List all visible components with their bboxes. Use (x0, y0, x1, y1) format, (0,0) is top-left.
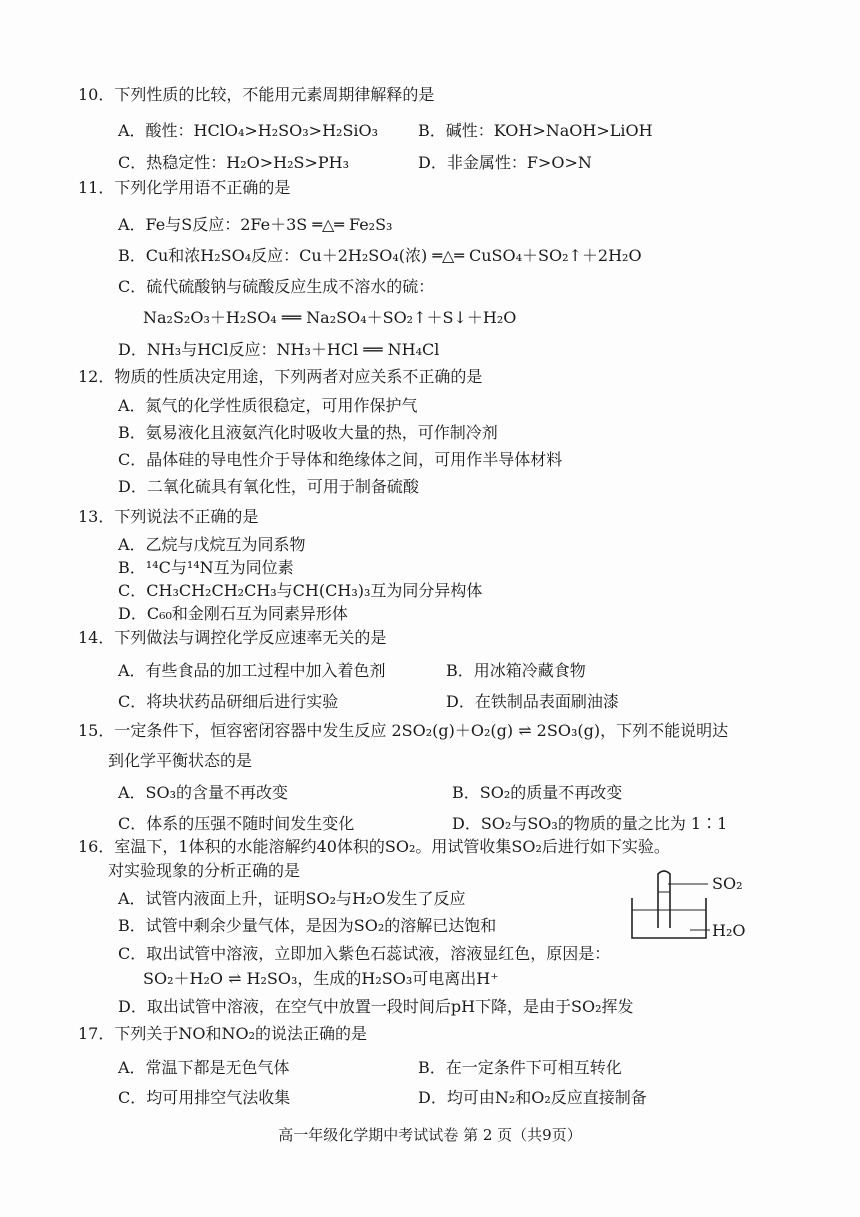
q15-option-c: C．体系的压强不随时间发生变化 (118, 814, 355, 833)
q14-option-d: D．在铁制品表面刷油漆 (446, 692, 619, 711)
q14-option-a: A．有些食品的加工过程中加入着色剂 (118, 661, 386, 680)
q11-option-b: B．Cu和浓H₂SO₄反应：Cu＋2H₂SO₄(浓) ═△═ CuSO₄＋SO₂↑＋2H₂O (118, 246, 642, 265)
q12-option-b: B．氨易液化且液氨汽化时吸收大量的热，可作制冷剂 (118, 423, 498, 442)
q13-option-b: B．¹⁴C与¹⁴N互为同位素 (118, 558, 294, 577)
q16-option-b: B．试管中剩余少量气体，是因为SO₂的溶解已达饱和 (118, 916, 497, 935)
q17-option-d: D．均可由N₂和O₂反应直接制备 (418, 1088, 647, 1107)
q16-option-d: D．取出试管中溶液，在空气中放置一段时间后pH下降，是由于SO₂挥发 (118, 997, 634, 1016)
q14-option-b: B．用冰箱冷藏食物 (446, 661, 586, 680)
q15-option-b: B．SO₂的质量不再改变 (452, 783, 623, 802)
inverted-test-tube (658, 871, 670, 928)
q16-stem-continued: 对实验现象的分析正确的是 (108, 861, 301, 880)
label-h2o: H₂O (712, 921, 746, 940)
water-trough (632, 898, 706, 938)
q15-stem-continued: 到化学平衡状态的是 (108, 751, 253, 770)
q12-stem: 12．物质的性质决定用途，下列两者对应关系不正确的是 (78, 367, 483, 386)
q17-option-c: C．均可用排空气法收集 (118, 1088, 291, 1107)
q17-option-a: A．常温下都是无色气体 (118, 1058, 290, 1077)
test-tube-apparatus-diagram (628, 868, 778, 944)
q16-option-c-equation: SO₂＋H₂O ⇌ H₂SO₃，生成的H₂SO₃可电离出H⁺ (143, 969, 499, 988)
q14-option-c: C．将块状药品研细后进行实验 (118, 692, 339, 711)
q16-option-a: A．试管内液面上升，证明SO₂与H₂O发生了反应 (118, 889, 466, 908)
q13-option-c: C．CH₃CH₂CH₂CH₃与CH(CH₃)₃互为同分异构体 (118, 581, 483, 600)
q10-option-c: C．热稳定性：H₂O>H₂S>PH₃ (118, 153, 350, 172)
page-footer: 高一年级化学期中考试试卷 第 2 页（共9页） (278, 1126, 582, 1144)
q13-option-d: D．C₆₀和金刚石互为同素异形体 (118, 604, 348, 623)
q12-option-c: C．晶体硅的导电性介于导体和绝缘体之间，可用作半导体材料 (118, 450, 563, 469)
q10-stem: 10．下列性质的比较，不能用元素周期律解释的是 (78, 85, 435, 104)
q13-option-a: A．乙烷与戊烷互为同系物 (118, 535, 306, 554)
q16-stem: 16．室温下，1体积的水能溶解约40体积的SO₂。用试管收集SO₂后进行如下实验。 (78, 837, 670, 856)
q13-stem: 13．下列说法不正确的是 (78, 507, 259, 526)
q14-stem: 14．下列做法与调控化学反应速率无关的是 (78, 628, 387, 647)
label-so2: SO₂ (712, 874, 743, 893)
q16-option-c: C．取出试管中溶液，立即加入紫色石蕊试液，溶液显红色，原因是： (118, 944, 611, 963)
q11-option-a: A．Fe与S反应：2Fe＋3S ═△═ Fe₂S₃ (118, 215, 393, 234)
q12-option-d: D．二氧化硫具有氧化性，可用于制备硫酸 (118, 477, 419, 496)
q11-stem: 11．下列化学用语不正确的是 (78, 178, 291, 197)
q10-option-a: A．酸性：HClO₄>H₂SO₃>H₂SiO₃ (118, 121, 379, 140)
q11-option-c: C．硫代硫酸钠与硫酸反应生成不溶水的硫： (118, 277, 435, 296)
q11-option-d: D．NH₃与HCl反应：NH₃＋HCl ══ NH₄Cl (118, 340, 440, 359)
q15-option-a: A．SO₃的含量不再改变 (118, 783, 289, 802)
q15-option-d: D．SO₂与SO₃的物质的量之比为 1∶1 (452, 814, 728, 833)
q17-stem: 17．下列关于NO和NO₂的说法正确的是 (78, 1024, 368, 1043)
q12-option-a: A．氮气的化学性质很稳定，可用作保护气 (118, 396, 418, 415)
q10-option-b: B．碱性：KOH>NaOH>LiOH (418, 121, 653, 140)
q11-option-c-equation: Na₂S₂O₃＋H₂SO₄ ══ Na₂SO₄＋SO₂↑＋S↓＋H₂O (143, 308, 517, 327)
q17-option-b: B．在一定条件下可相互转化 (418, 1058, 622, 1077)
q10-option-d: D．非金属性：F>O>N (418, 153, 592, 172)
q15-stem: 15．一定条件下，恒容密闭容器中发生反应 2SO₂(g)＋O₂(g) ⇌ 2SO₃(g)，下列不能说明达 (78, 721, 729, 740)
